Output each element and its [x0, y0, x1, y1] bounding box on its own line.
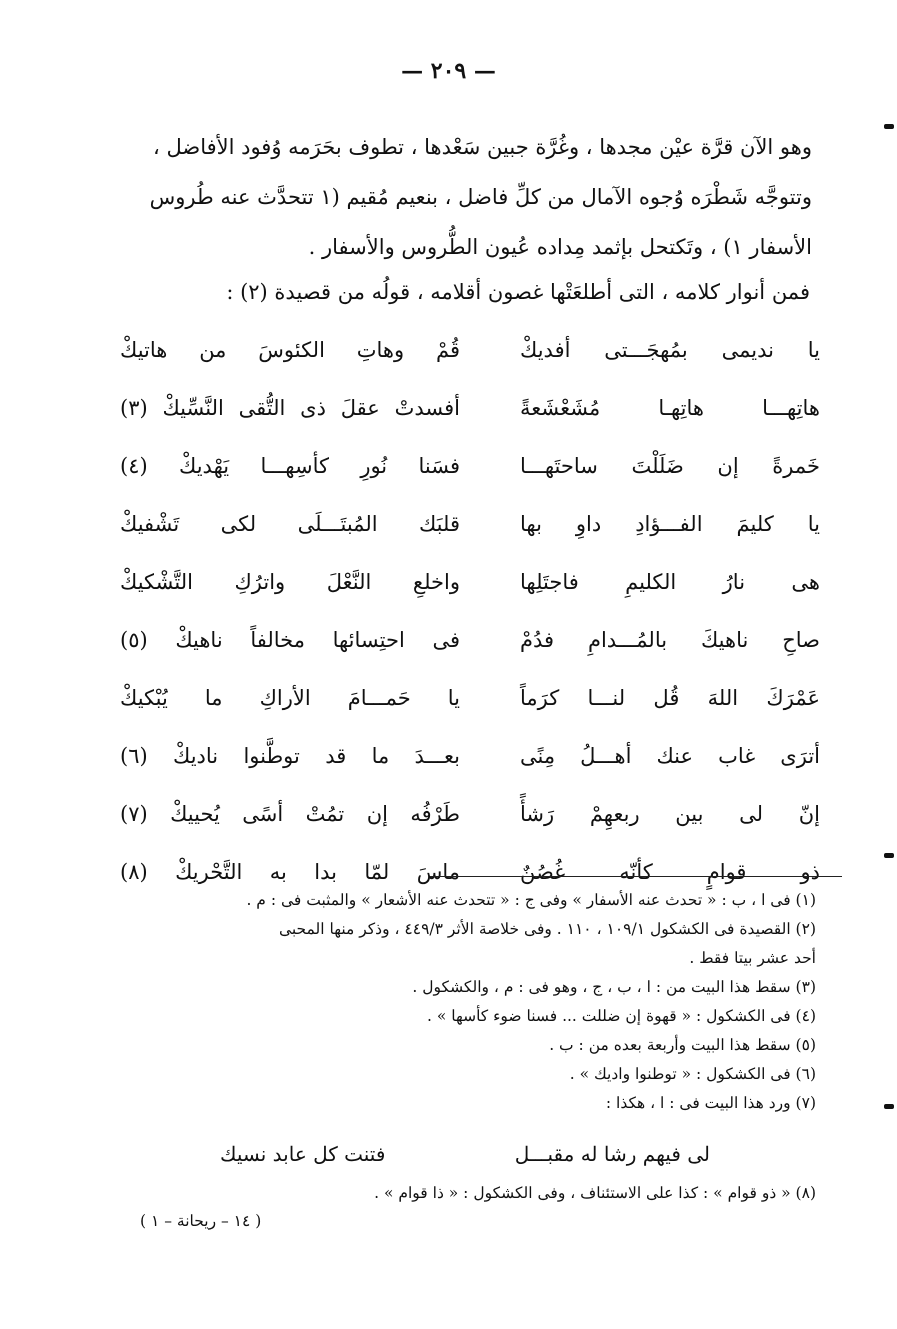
- verse-first-hemistich: يا نديمى بمُهجَـــتى أفديكْ: [520, 338, 820, 362]
- prose-line: وهو الآن قرَّة عيْن مجدها ، وغُرَّة جبين سَعْدها ، تطوف بحَرَمه وُفود الأفاضل ،: [153, 135, 812, 159]
- verse-second-hemistich: يا حَمـــامَ الأراكِ ما يُبْكيكْ: [120, 686, 460, 710]
- footnote: (٥) سقط هذا البيت وأربعة بعده من : ب .: [549, 1036, 816, 1054]
- footnote: (٢) القصيدة فى الكشكول ١٠٩/١ ، ١١٠ . وفى خلاصة الأثر ٤٤٩/٣ ، وذكر منها المحبى: [278, 920, 816, 938]
- verse-line: [120, 736, 820, 794]
- verse-second-hemistich: واخلعِ النَّعْلَ واترُكِ التَّشْكيكْ: [120, 570, 460, 594]
- verse-line: [120, 620, 820, 678]
- verse-first-hemistich: أترَى غاب عنك أهـــلُ مِنًى: [520, 744, 820, 768]
- poem-intro: فمن أنوار كلامه ، التى أطلعَتْها غصون أقلامه ، قولُه من قصيدة (٢) :: [226, 280, 810, 304]
- verse-line: [120, 504, 820, 562]
- verse-line: [120, 794, 820, 852]
- footnote: (١) فى ا ، ب : « تحدث عنه الأسفار » وفى ج : « تتحدث عنه الأشعار » والمثبت فى : م .: [246, 891, 816, 909]
- quoted-first-hemistich: لى فيهم رشا له مقبـــل: [514, 1142, 710, 1166]
- footnote: (٣) سقط هذا البيت من : ا ، ب ، ج ، وهو فى : م ، والكشكول .: [412, 978, 816, 996]
- verse-second-hemistich: فى احتِسائها مخالفاً ناهيكْ (٥): [120, 628, 460, 652]
- prose-line: الأسفار ١) ، وتَكتحل بإثمد مِداده عُيون الطُّروس والأسفار .: [308, 235, 812, 259]
- footnote: (٨) « ذو قوام » : كذا على الاستئناف ، وفى الكشكول : « ذا قوام » .: [374, 1184, 816, 1202]
- verse-second-hemistich: قُمْ وهاتِ الكئوسَ من هاتيكْ: [120, 338, 460, 362]
- verse-line: [120, 562, 820, 620]
- footnote: (٦) فى الكشكول : « توطنوا واديك » .: [569, 1065, 816, 1083]
- signature-mark: ( ١٤ – ريحانة – ١ ): [140, 1212, 262, 1230]
- verse-first-hemistich: خَمرةً إن ضَلَلْتَ ساحتَهـــا: [520, 454, 820, 478]
- page-number: — ٢٠٩ —: [401, 58, 496, 84]
- footnote-divider: [430, 876, 842, 877]
- margin-mark: [884, 853, 894, 858]
- verse-second-hemistich: قلبَك المُبتَـــلَى لكى تَشْفيكْ: [120, 512, 460, 536]
- margin-mark: [884, 1104, 894, 1109]
- verse-line: [120, 388, 820, 446]
- verse-second-hemistich: فسَنا نُورِ كأسِهـــا يَهْديكْ (٤): [120, 454, 460, 478]
- prose-line: وتتوجَّه شَطْرَه وُجوه الآمال من كلِّ فاضل ، بنعيم مُقيم (١ تتحدَّث عنه طُروس: [149, 185, 812, 209]
- verse-line: [120, 330, 820, 388]
- verse-first-hemistich: هاتِهـــا هاتِهـا مُشَعْشَعةً: [520, 396, 820, 420]
- verse-first-hemistich: ذو قوامٍ كأنّه غُصُنٌ: [520, 860, 820, 884]
- verse-second-hemistich: أفسدتْ عقلَ ذى التُّقى النَّسِّيكْ (٣): [120, 396, 460, 420]
- verse-second-hemistich: بعـــدَ ما قد توطَّنوا ناديكْ (٦): [120, 744, 460, 768]
- margin-mark: [884, 124, 894, 129]
- verse-first-hemistich: يا كليمَ الفـــؤادِ داوِ بها: [520, 512, 820, 536]
- prose-paragraph: [98, 122, 812, 272]
- quoted-second-hemistich: فتنت كل عابد نسيك: [220, 1142, 386, 1166]
- verse-second-hemistich: ماسَ لمّا بدا به التَّحْريكْ (٨): [120, 860, 460, 884]
- verse-first-hemistich: صاحِ ناهيكَ بالمُـــدامِ فدُمْ: [520, 628, 820, 652]
- footnote: (٤) فى الكشكول : « قهوة إن ضللت ... فسنا ضوء كأسها » .: [426, 1007, 816, 1025]
- verse-first-hemistich: هى نارُ الكليمِ فاجتَلِها: [520, 570, 820, 594]
- footnote: أحد عشر بيتا فقط .: [689, 949, 816, 967]
- verse-first-hemistich: عَمْرَكَ اللهَ قُل لنـــا كرَماً: [520, 686, 820, 710]
- footnotes: [100, 886, 816, 1118]
- verse-second-hemistich: طَرْفُه إن تمُتْ أسًى يُحييكْ (٧): [120, 802, 460, 826]
- poem: [120, 330, 820, 910]
- verse-line: [120, 446, 820, 504]
- verse-line: [120, 678, 820, 736]
- verse-first-hemistich: إنّ لى بين ربعهِمْ رَشأً: [520, 802, 820, 826]
- footnote: (٧) ورد هذا البيت فى : ا ، هكذا :: [605, 1094, 816, 1112]
